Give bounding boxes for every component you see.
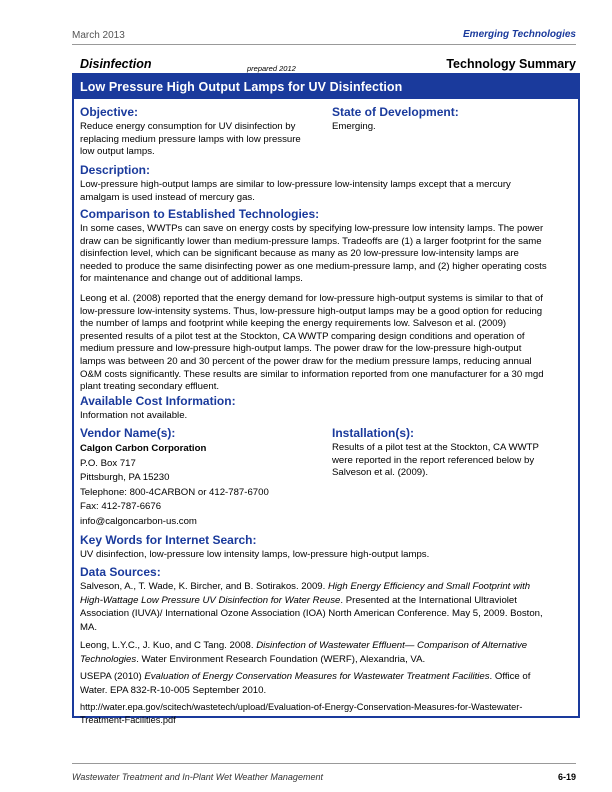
comparison-paragraph-1: In some cases, WWTPs can save on energy costs by specifying low-pressure low intensity lamps. The power draw can be significantly lower than medium-pressure lamps. Tradeoffs are (1) a larger footprint for the same disinfection level, which can be significant because as many as 20 low-pressure low-intensity lamps are needed to produce the same disinfecting power as one medium-pressure lamp, and (2) higher operating costs for maintenance and change out of additional lamps. (80, 223, 547, 285)
source-2: Leong, L.Y.C., J. Kuo, and C Tang. 2008. Disinfection of Wastewater Effluent— Comparison of Alternative Technologies. Water Environment Research Foundation (WERF), Alexandria, VA. (80, 640, 528, 665)
header-section: Emerging Technologies (463, 29, 576, 40)
footer-divider (72, 763, 576, 764)
footer-title: Wastewater Treatment and In-Plant Wet Weather Management (72, 772, 323, 782)
page-title: Low Pressure High Output Lamps for UV Disinfection (80, 80, 403, 94)
header-divider (72, 44, 576, 45)
source-3: USEPA (2010) Evaluation of Energy Conservation Measures for Wastewater Treatment Facilities. Office of Water. EPA 832-R-10-005 September 2010. (80, 671, 531, 696)
cost-heading: Available Cost Information: (80, 394, 236, 408)
cost-text: Information not available. (80, 410, 188, 421)
state-heading: State of Development: (332, 105, 459, 119)
source-4-link[interactable]: http://water.epa.gov/scitech/wastetech/upload/Evaluation-of-Energy-Conservation-Measures-for-Wastewater- Treatment-Facilities.pdf (80, 702, 523, 725)
header-date: March 2013 (72, 30, 125, 41)
objective-text: Reduce energy consumption for UV disinfection by replacing medium pressure lamps with low pressure low output lamps. (80, 121, 301, 158)
summary-label: Technology Summary (446, 57, 576, 71)
vendor-box: P.O. Box 717 (80, 457, 136, 469)
vendor-email[interactable]: info@calgoncarbon-us.com (80, 515, 197, 527)
comparison-heading: Comparison to Established Technologies: (80, 207, 320, 221)
state-text: Emerging. (332, 121, 376, 132)
category-label: Disinfection (80, 57, 152, 71)
page-number: 6-19 (557, 772, 576, 782)
source-1: Salveson, A., T. Wade, K. Bircher, and B. Sotirakos. 2009. High Energy Efficiency and Small Footprint with High-Wattage Low Pressure UV Disinfection for Water Reuse. Presented at the International Ultraviolet Association (IUVA)/ International Ozone Association (IOA) North American Conference. May 5, 2009. Boston, MA. (80, 581, 543, 633)
sources-heading: Data Sources: (80, 565, 161, 579)
keywords-text: UV disinfection, low-pressure low intensity lamps, low-pressure high-output lamps. (80, 549, 430, 560)
prepared-label: prepared 2012 (247, 64, 296, 73)
vendor-details (80, 442, 269, 529)
vendor-fax: Fax: 412-787-6676 (80, 501, 162, 512)
vendor-heading: Vendor Name(s): (80, 426, 176, 440)
vendor-phone: Telephone: 800-4CARBON or 412-787-6700 (80, 486, 269, 498)
vendor-name: Calgon Carbon Corporation (80, 443, 207, 454)
objective-heading: Objective: (80, 105, 139, 119)
keywords-heading: Key Words for Internet Search: (80, 533, 257, 547)
description-text: Low-pressure high-output lamps are similar to low-pressure low-intensity lamps except that a mercury amalgam is used instead of mercury gas. (80, 179, 511, 203)
installation-text: Results of a pilot test at the Stockton, CA WWTP were reported in the report referenced below by Salveson et al. (2009). (332, 442, 539, 479)
comparison-paragraph-2: Leong et al. (2008) reported that the energy demand for low-pressure high-output systems is similar to that of low-pressure low-intensity systems. Thus, low-pressure high-output lamps may be a good option for reducing the number of lamps and footprint while keeping the energy requirements low. Salveson et al. (2009) presented results of a pilot test at the Stockton, CA WWTP comparing design conditions and operation of medium pressure and low-pressure high-output lamps. The power draw for the low-pressure high-output lamps was between 20 and 30 percent of the power draw for the medium pressure lamps, reducing annual O&M costs significantly. These results are similar to information reported from one manufacturer for a 30 mgd plant treating secondary effluent. (80, 293, 544, 393)
vendor-city: Pittsburgh, PA 15230 (80, 472, 170, 483)
installation-heading: Installation(s): (332, 426, 415, 440)
description-heading: Description: (80, 163, 151, 177)
